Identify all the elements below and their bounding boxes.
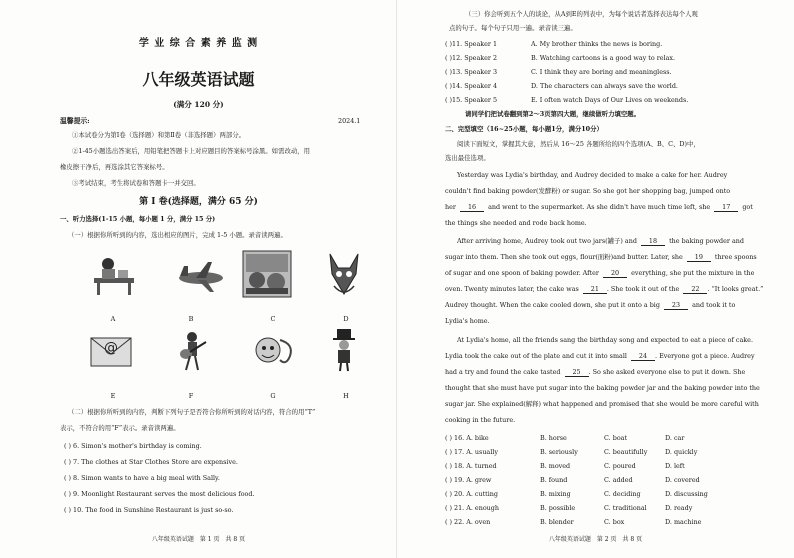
choice-option-20-C[interactable]: C. deciding <box>604 490 641 498</box>
speaker-11: ( )11. Speaker 1 <box>445 40 498 48</box>
tf-item-7: ( ) 7. The clothes at Star Clothes Store are expensive. <box>64 458 238 466</box>
choice-question-18: ( ) 18. A. turned <box>445 462 497 470</box>
choice-option-20-B[interactable]: B. mixing <box>540 490 571 498</box>
blank-21[interactable]: 21 <box>583 285 607 294</box>
painting-image <box>242 250 292 298</box>
choice-option-18-C[interactable]: C. poured <box>604 462 636 470</box>
passage-p3-line5: sugar jar. She explained(解释) what happened and promised that she would be more careful with <box>445 400 759 408</box>
right-page <box>397 0 794 558</box>
choice-option-18-B[interactable]: B. moved <box>540 462 571 470</box>
picture-label-d: D <box>343 315 349 323</box>
choice-option-16-C[interactable]: C. boat <box>604 434 628 442</box>
listening-title: 一、听力选择(1-15 小题，每小题 1 分，满分 15 分) <box>60 215 216 223</box>
passage-p2-line1: After arriving home, Audrey took out two jars(罐子) and 18 the baking powder and <box>457 237 745 245</box>
choice-option-20-D[interactable]: D. discussing <box>665 490 708 498</box>
blank-16[interactable]: 16 <box>460 203 484 212</box>
passage-p1-line4: the things she needed and rode back home. <box>445 219 587 227</box>
picture-label-f: F <box>188 392 194 400</box>
choice-option-17-C[interactable]: C. beautifully <box>604 448 648 456</box>
picture-label-a: A <box>110 315 116 323</box>
part3-instruction-2: 点的句子。每个句子只用一遍。录音读三遍。 <box>449 24 577 32</box>
passage-p1-line3: her 16 and went to the supermarket. As she didn't have much time left, she 17 got <box>445 203 753 211</box>
part2-instruction-1: （二）根据你所听到的内容，判断下列句子是否符合你所听到的对话内容，符合的用“T” <box>68 408 316 416</box>
passage-p3-line6: cooking in the future. <box>445 416 516 424</box>
choice-question-22: ( ) 22. A. oven <box>445 518 491 526</box>
choice-option-19-D[interactable]: D. covered <box>665 476 700 484</box>
tf-item-8: ( ) 8. Simon wants to have a big meal with Sally. <box>64 474 220 482</box>
speaker-option-d: D. The characters can always save the world. <box>531 82 678 90</box>
speaker-option-b: B. Watching cartoons is a good way to relax. <box>531 54 676 62</box>
choice-option-19-B[interactable]: B. found <box>540 476 568 484</box>
passage-p2-line3: of sugar and one spoon of baking powder. After 20 everything, she put the mixture in the <box>445 269 755 277</box>
choice-question-20: ( ) 20. A. cutting <box>445 490 499 498</box>
note-2: ②1-45小题选出答案后，用铅笔把答题卡上对应题目的答案标号涂黑。如需改动，用 <box>72 147 311 155</box>
note-1: ①本试卷分为第Ⅰ卷（选择题）和第Ⅱ卷（非选择题）两部分。 <box>72 131 246 139</box>
passage-p3-line2: Lydia took the cake out of the plate and cut it into small 24 . Everyone got a piece. Audrey <box>445 352 755 360</box>
exam-header: 学 业 综 合 素 养 监 测 <box>138 38 259 49</box>
section1-title: 第 Ⅰ 卷(选择题，满分 65 分) <box>139 197 258 207</box>
speaker-option-c: C. I think they are boring and meaningless. <box>531 68 672 76</box>
speaker-13: ( )13. Speaker 3 <box>445 68 498 76</box>
passage-p1-line2: couldn't find baking powder(发酵粉) or sugar. So she got her shopping bag, jumped onto <box>445 187 731 195</box>
desk-study-image <box>88 252 138 298</box>
choice-option-22-C[interactable]: C. box <box>604 518 625 526</box>
guitar-player-image <box>172 330 212 372</box>
cartoon-image <box>250 330 298 372</box>
blank-18[interactable]: 18 <box>641 237 665 246</box>
speaker-option-e: E. I often watch Days of Our Lives on weekends. <box>531 96 689 104</box>
choice-option-16-D[interactable]: D. car <box>665 434 685 442</box>
passage-p1-line1: Yesterday was Lydia's birthday, and Audrey decided to make a cake for her. Audrey <box>457 171 728 179</box>
blank-22[interactable]: 22 <box>683 285 707 294</box>
magician-image <box>326 328 362 372</box>
choice-option-17-D[interactable]: D. quickly <box>665 448 698 456</box>
choice-option-22-B[interactable]: B. blender <box>540 518 574 526</box>
blank-24[interactable]: 24 <box>631 352 655 361</box>
tf-item-9: ( ) 9. Moonlight Restaurant serves the most delicious food. <box>64 490 255 498</box>
choice-option-21-C[interactable]: C. traditional <box>604 504 647 512</box>
passage-p2-line6: Lydia's home. <box>445 317 490 325</box>
blank-23[interactable]: 23 <box>664 301 688 310</box>
choice-option-19-C[interactable]: C. added <box>604 476 633 484</box>
notice-label: 温馨提示: <box>60 117 90 125</box>
airplane-image <box>176 256 226 296</box>
cloze-title: 二、完型填空（16~25小题，每小题1分，满分10分） <box>445 125 603 133</box>
choice-option-21-B[interactable]: B. possible <box>540 504 576 512</box>
fox-mask-image <box>322 250 366 300</box>
choice-question-17: ( ) 17. A. usually <box>445 448 498 456</box>
cloze-instruction-2: 选出最佳选项。 <box>445 154 490 162</box>
picture-label-e: E <box>110 392 116 400</box>
tf-item-10: ( ) 10. The food in Sunshine Restaurant is just so-so. <box>64 506 234 514</box>
note-3: 橡皮擦干净后，再选涂其它答案标号。 <box>60 163 169 171</box>
choice-option-16-B[interactable]: B. horse <box>540 434 567 442</box>
exam-date: 2024.1 <box>338 117 361 125</box>
passage-p2-line4: oven. Twenty minutes later, the cake was 21 . She took it out of the 22 . “It looks great.” <box>445 285 764 293</box>
blank-17[interactable]: 17 <box>714 203 738 212</box>
choice-option-18-D[interactable]: D. left <box>665 462 685 470</box>
note-4: ③考试结束，考生将试卷和答题卡一并交回。 <box>72 179 200 187</box>
exam-score: (满分 120 分) <box>173 100 224 109</box>
right-footer: 八年级英语试题 第 2 页 共 8 页 <box>548 536 643 543</box>
picture-label-b: B <box>188 315 194 323</box>
left-footer: 八年级英语试题 第 1 页 共 8 页 <box>151 536 246 543</box>
blank-19[interactable]: 19 <box>687 253 711 262</box>
passage-p3-line3: had a try and found the cake tasted 25 . So she asked everyone else to put it down. She <box>445 368 746 376</box>
blank-25[interactable]: 25 <box>565 368 589 377</box>
speaker-option-a: A. My brother thinks the news is boring. <box>531 40 663 48</box>
passage-p2-line2: sugar into them. Then she took out eggs, flour(面粉)and butter. Later, she 19 three spoons <box>445 253 757 261</box>
exam-title: 八年级英语试题 <box>142 70 255 89</box>
email-image <box>88 328 134 370</box>
svg-text:@: @ <box>104 340 118 356</box>
choice-option-21-D[interactable]: D. ready <box>665 504 693 512</box>
part2-instruction-2: 表示，不符合的用“F”表示。录音读两遍。 <box>60 424 180 432</box>
speaker-14: ( )14. Speaker 4 <box>445 82 498 90</box>
choice-option-17-B[interactable]: B. seriously <box>540 448 578 456</box>
blank-20[interactable]: 20 <box>603 269 627 278</box>
reminder: 请同学们把试卷翻到第2～3页第四大题，继续做听力填空题。 <box>465 110 641 118</box>
tf-item-6: ( ) 6. Simon's mother's birthday is coming. <box>64 442 202 450</box>
speaker-12: ( )12. Speaker 2 <box>445 54 498 62</box>
passage-p3-line1: At Lydia's home, all the friends sang the birthday song and expected to eat a piece of cake. <box>457 336 753 344</box>
speaker-15: ( )15. Speaker 5 <box>445 96 498 104</box>
choice-question-16: ( ) 16. A. bike <box>445 434 489 442</box>
passage-p2-line5: Audrey thought. When the cake cooled down, she put it onto a big 23 and took it to <box>445 301 736 309</box>
choice-option-22-D[interactable]: D. machine <box>665 518 702 526</box>
cloze-instruction-1: 阅读下面短文，掌握其大意，然后从 16～25 各题所给的四个选项(A、B、C、D)中， <box>457 140 700 148</box>
part1-instruction: （一）根据你所听到的内容，选出相应的图片，完成 1-5 小题。录音读两遍。 <box>68 231 287 239</box>
choice-question-19: ( ) 19. A. grew <box>445 476 492 484</box>
choice-question-21: ( ) 21. A. enough <box>445 504 499 512</box>
passage-p3-line4: thought that she must have put sugar into the baking powder jar and the baking powder into the <box>445 384 760 392</box>
picture-label-h: H <box>343 392 349 400</box>
picture-label-g: G <box>270 392 276 400</box>
picture-label-c: C <box>270 315 276 323</box>
part3-instruction-1: （三）你会听到五个人的谈论，从A到E的列表中，为每个说话者选择表达每个人观 <box>465 10 698 18</box>
